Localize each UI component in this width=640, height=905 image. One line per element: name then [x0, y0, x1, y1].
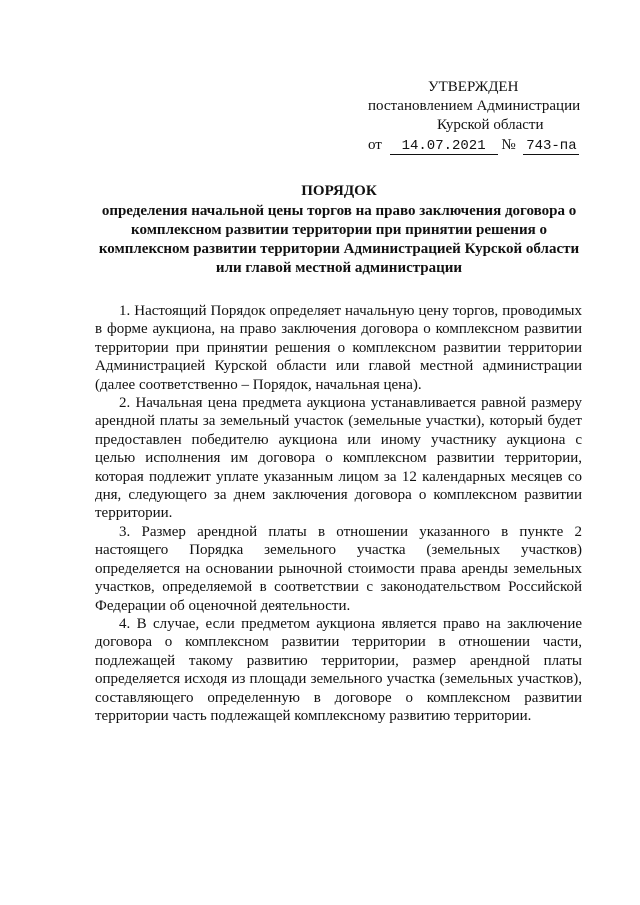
paragraph-2: 2. Начальная цена предмета аукциона устанавливается равной размеру арендной платы за земельный участок (земельные участки), который будет предоставлен победителю аукциона или иному участнику аукциона с целью исполнения им договора о комплексном развитии территории, которая подлежит уплате указанным лицом за 12 календарных месяцев со дня, следующего за днем заключения договора о комплексном развитии территории. [95, 395, 582, 522]
approval-authority: постановлением Администрации [368, 98, 581, 114]
paragraph-4: 4. В случае, если предметом аукциона является право на заключение договора о комплексном развитии территории в отношении части, подлежащей такому развитию территории, размер арендной платы определяется исходя из площади земельного участка (земельных участков), составляющего определенную в договоре о комплексном развитии территории часть подлежащей комплексному развитию территории. [95, 615, 582, 724]
title-subtitle: определения начальной цены торгов на право заключения договора о комплексном развитии территории при принятии решения о комплексном развитии территории Администрацией Курской области или главой местной администрации [98, 203, 580, 276]
paragraph-3: 3. Размер арендной платы в отношении указанного в пункте 2 настоящего Порядка земельного участка (земельных участков) определяется на основании рыночной стоимости права аренды земельных участков, определяемой в соответствии с законодательством Российской Федерации об оценочной деятельности. [95, 523, 582, 614]
document-title [96, 182, 582, 278]
approval-reference [368, 136, 598, 155]
paragraph-1: 1. Настоящий Порядок определяет начальную цену торгов, проводимых в форме аукциона, на право заключения договора о комплексном развитии территории при принятии решения о комплексном развитии территории Администрацией Курской области или главой местной администрации (далее соответственно – Порядок, начальная цена). [95, 303, 582, 393]
approval-region: Курской области [437, 117, 544, 133]
approval-stamp [368, 78, 598, 155]
number-prefix: № [501, 137, 516, 153]
approval-date: 14.07.2021 [390, 138, 498, 155]
date-prefix: от [368, 137, 382, 153]
document-body [95, 302, 582, 725]
approval-number: 743-па [523, 138, 579, 155]
approval-word: УТВЕРЖДЕН [428, 79, 519, 95]
title-heading: ПОРЯДОК [301, 183, 377, 199]
